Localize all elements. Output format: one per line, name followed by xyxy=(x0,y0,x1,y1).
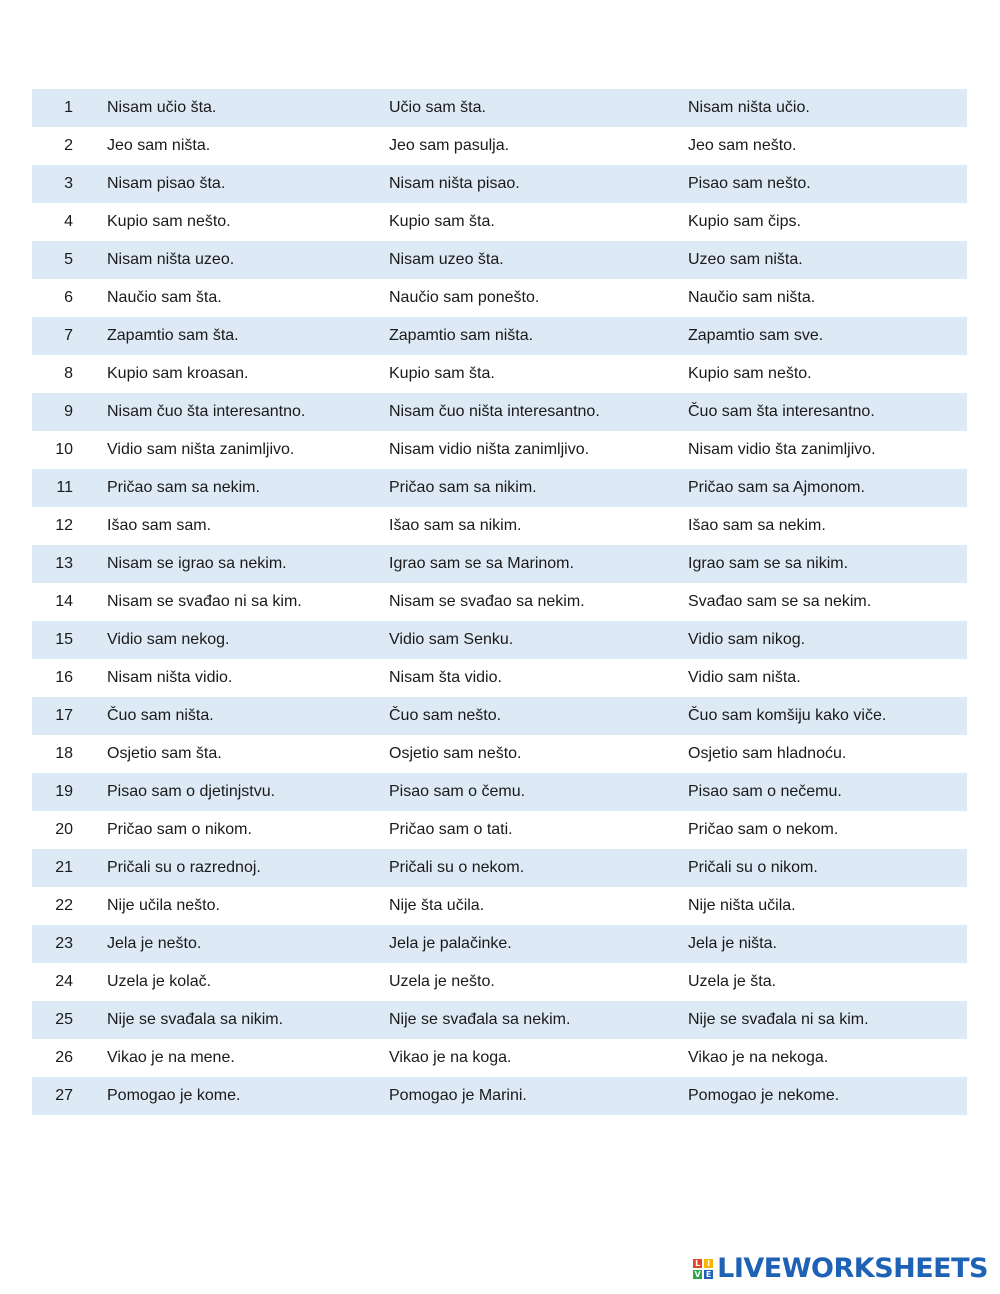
sentence-option-b: Nisam vidio ništa zanimljivo. xyxy=(389,441,590,458)
sentence-option-b: Učio sam šta. xyxy=(389,99,486,116)
sentence-option-b: Uzela je nešto. xyxy=(389,973,495,990)
sentence-option-b: Nisam se svađao sa nekim. xyxy=(389,593,585,610)
sentence-option-b: Igrao sam se sa Marinom. xyxy=(389,555,574,572)
row-number: 23 xyxy=(55,935,73,952)
table-row xyxy=(32,659,967,697)
sentence-option-b: Pomogao je Marini. xyxy=(389,1087,527,1104)
sentence-option-c: Pričao sam o nekom. xyxy=(688,821,839,838)
sentence-option-a: Nisam učio šta. xyxy=(107,99,217,116)
sentence-option-b: Jeo sam pasulja. xyxy=(389,137,510,154)
sentence-option-a: Pričao sam o nikom. xyxy=(107,821,252,838)
sentence-option-c: Vikao je na nekoga. xyxy=(688,1049,829,1066)
table-row xyxy=(32,431,967,469)
row-number: 25 xyxy=(55,1011,73,1028)
sentence-option-a: Nisam ništa uzeo. xyxy=(107,251,235,268)
table-row xyxy=(32,1001,967,1039)
sentence-option-a: Pisao sam o djetinjstvu. xyxy=(107,783,276,800)
sentence-option-b: Pričali su o nekom. xyxy=(389,859,525,876)
sentence-option-a: Vidio sam ništa zanimljivo. xyxy=(107,441,295,458)
sentence-option-b: Pričao sam sa nikim. xyxy=(389,479,537,496)
table-row xyxy=(32,545,967,583)
sentence-option-c: Osjetio sam hladnoću. xyxy=(688,745,847,762)
sentence-option-a: Jeo sam ništa. xyxy=(107,137,211,154)
sentence-option-b: Nije šta učila. xyxy=(389,897,485,914)
sentence-option-c: Išao sam sa nekim. xyxy=(688,517,826,534)
sentence-option-b: Nije se svađala sa nekim. xyxy=(389,1011,571,1028)
row-number: 2 xyxy=(64,137,73,154)
sentence-option-c: Naučio sam ništa. xyxy=(688,289,816,306)
sentence-option-c: Kupio sam nešto. xyxy=(688,365,812,382)
sentence-option-c: Zapamtio sam sve. xyxy=(688,327,824,344)
sentence-option-c: Pričao sam sa Ajmonom. xyxy=(688,479,865,496)
sentence-option-c: Jeo sam nešto. xyxy=(688,137,797,154)
row-number: 15 xyxy=(55,631,73,648)
logo-text: LIVEWORKSHEETS xyxy=(717,1253,988,1284)
sentence-option-c: Nisam ništa učio. xyxy=(688,99,810,116)
sentence-option-b: Nisam čuo ništa interesantno. xyxy=(389,403,600,420)
table-row xyxy=(32,469,967,507)
table-row xyxy=(32,507,967,545)
table-row xyxy=(32,89,967,127)
row-number: 18 xyxy=(55,745,73,762)
sentence-option-a: Nisam se svađao ni sa kim. xyxy=(107,593,302,610)
table-row xyxy=(32,583,967,621)
sentence-option-b: Pričao sam o tati. xyxy=(389,821,513,838)
table-row xyxy=(32,241,967,279)
row-number: 19 xyxy=(55,783,73,800)
sentence-option-c: Uzela je šta. xyxy=(688,973,777,990)
sentence-option-c: Uzeo sam ništa. xyxy=(688,251,803,268)
row-number: 1 xyxy=(64,99,73,116)
sentence-option-b: Nisam uzeo šta. xyxy=(389,251,504,268)
sentence-option-b: Kupio sam šta. xyxy=(389,365,495,382)
sentence-option-a: Naučio sam šta. xyxy=(107,289,222,306)
sentence-option-b: Nisam šta vidio. xyxy=(389,669,502,686)
table-row xyxy=(32,849,967,887)
table-row xyxy=(32,735,967,773)
liveworksheets-logo xyxy=(693,1253,988,1284)
sentence-table xyxy=(32,89,967,1115)
sentence-option-b: Vidio sam Senku. xyxy=(389,631,514,648)
sentence-option-a: Kupio sam nešto. xyxy=(107,213,231,230)
row-number: 22 xyxy=(55,897,73,914)
row-number: 24 xyxy=(55,973,73,990)
table-row xyxy=(32,963,967,1001)
sentence-option-c: Vidio sam ništa. xyxy=(688,669,801,686)
sentence-option-b: Vikao je na koga. xyxy=(389,1049,512,1066)
sentence-option-c: Kupio sam čips. xyxy=(688,213,801,230)
sentence-option-a: Pričali su o razrednoj. xyxy=(107,859,261,876)
sentence-option-a: Uzela je kolač. xyxy=(107,973,212,990)
row-number: 6 xyxy=(64,289,73,306)
row-number: 14 xyxy=(55,593,73,610)
sentence-option-a: Kupio sam kroasan. xyxy=(107,365,249,382)
sentence-option-c: Nisam vidio šta zanimljivo. xyxy=(688,441,876,458)
sentence-option-b: Osjetio sam nešto. xyxy=(389,745,522,762)
sentence-option-a: Nisam se igrao sa nekim. xyxy=(107,555,287,572)
sentence-option-a: Nisam čuo šta interesantno. xyxy=(107,403,306,420)
row-number: 5 xyxy=(64,251,73,268)
row-number: 20 xyxy=(55,821,73,838)
row-number: 8 xyxy=(64,365,73,382)
sentence-option-b: Naučio sam ponešto. xyxy=(389,289,540,306)
sentence-option-a: Pomogao je kome. xyxy=(107,1087,241,1104)
table-row xyxy=(32,925,967,963)
table-row xyxy=(32,203,967,241)
sentence-option-c: Jela je ništa. xyxy=(688,935,777,952)
table-row xyxy=(32,773,967,811)
row-number: 4 xyxy=(64,213,73,230)
sentence-option-c: Čuo sam komšiju kako viče. xyxy=(688,707,887,724)
table-row xyxy=(32,317,967,355)
sentence-option-c: Nije se svađala ni sa kim. xyxy=(688,1011,869,1028)
sentence-option-c: Pričali su o nikom. xyxy=(688,859,818,876)
sentence-option-a: Jela je nešto. xyxy=(107,935,202,952)
sentence-option-a: Nije se svađala sa nikim. xyxy=(107,1011,284,1028)
table-row xyxy=(32,1039,967,1077)
table-row xyxy=(32,393,967,431)
table-row xyxy=(32,279,967,317)
row-number: 21 xyxy=(55,859,73,876)
sentence-option-c: Vidio sam nikog. xyxy=(688,631,806,648)
sentence-option-c: Čuo sam šta interesantno. xyxy=(688,403,875,420)
row-number: 9 xyxy=(64,403,73,420)
table-row xyxy=(32,165,967,203)
sentence-option-a: Zapamtio sam šta. xyxy=(107,327,239,344)
sentence-option-a: Pričao sam sa nekim. xyxy=(107,479,260,496)
row-number: 11 xyxy=(56,479,73,496)
sentence-option-b: Pisao sam o čemu. xyxy=(389,783,526,800)
table-row xyxy=(32,811,967,849)
sentence-option-a: Vikao je na mene. xyxy=(107,1049,235,1066)
table-row xyxy=(32,127,967,165)
table-row xyxy=(32,355,967,393)
row-number: 26 xyxy=(55,1049,73,1066)
row-number: 7 xyxy=(64,327,73,344)
sentence-option-b: Čuo sam nešto. xyxy=(389,707,502,724)
sentence-option-a: Vidio sam nekog. xyxy=(107,631,230,648)
sentence-option-c: Pisao sam nešto. xyxy=(688,175,811,192)
row-number: 16 xyxy=(55,669,73,686)
sentence-option-b: Zapamtio sam ništa. xyxy=(389,327,534,344)
sentence-option-a: Nisam pisao šta. xyxy=(107,175,226,192)
sentence-option-b: Kupio sam šta. xyxy=(389,213,495,230)
sentence-option-b: Išao sam sa nikim. xyxy=(389,517,522,534)
liveworksheets-badge-icon: L I V E xyxy=(694,1258,712,1279)
table-row xyxy=(32,887,967,925)
sentence-option-c: Igrao sam se sa nikim. xyxy=(688,555,849,572)
sentence-option-a: Čuo sam ništa. xyxy=(107,707,214,724)
sentence-option-c: Pomogao je nekome. xyxy=(688,1087,840,1104)
sentence-option-a: Išao sam sam. xyxy=(107,517,212,534)
table-row xyxy=(32,697,967,735)
table-row xyxy=(32,1077,967,1115)
row-number: 27 xyxy=(55,1087,73,1104)
sentence-option-c: Pisao sam o nečemu. xyxy=(688,783,842,800)
sentence-option-c: Svađao sam se sa nekim. xyxy=(688,593,872,610)
sentence-option-a: Nisam ništa vidio. xyxy=(107,669,233,686)
sentence-option-a: Nije učila nešto. xyxy=(107,897,220,914)
table-row xyxy=(32,621,967,659)
row-number: 12 xyxy=(55,517,73,534)
row-number: 10 xyxy=(55,441,73,458)
sentence-option-b: Jela je palačinke. xyxy=(389,935,512,952)
row-number: 3 xyxy=(64,175,73,192)
row-number: 13 xyxy=(55,555,73,572)
row-number: 17 xyxy=(55,707,73,724)
sentence-option-c: Nije ništa učila. xyxy=(688,897,796,914)
sentence-option-a: Osjetio sam šta. xyxy=(107,745,222,762)
sentence-option-b: Nisam ništa pisao. xyxy=(389,175,520,192)
